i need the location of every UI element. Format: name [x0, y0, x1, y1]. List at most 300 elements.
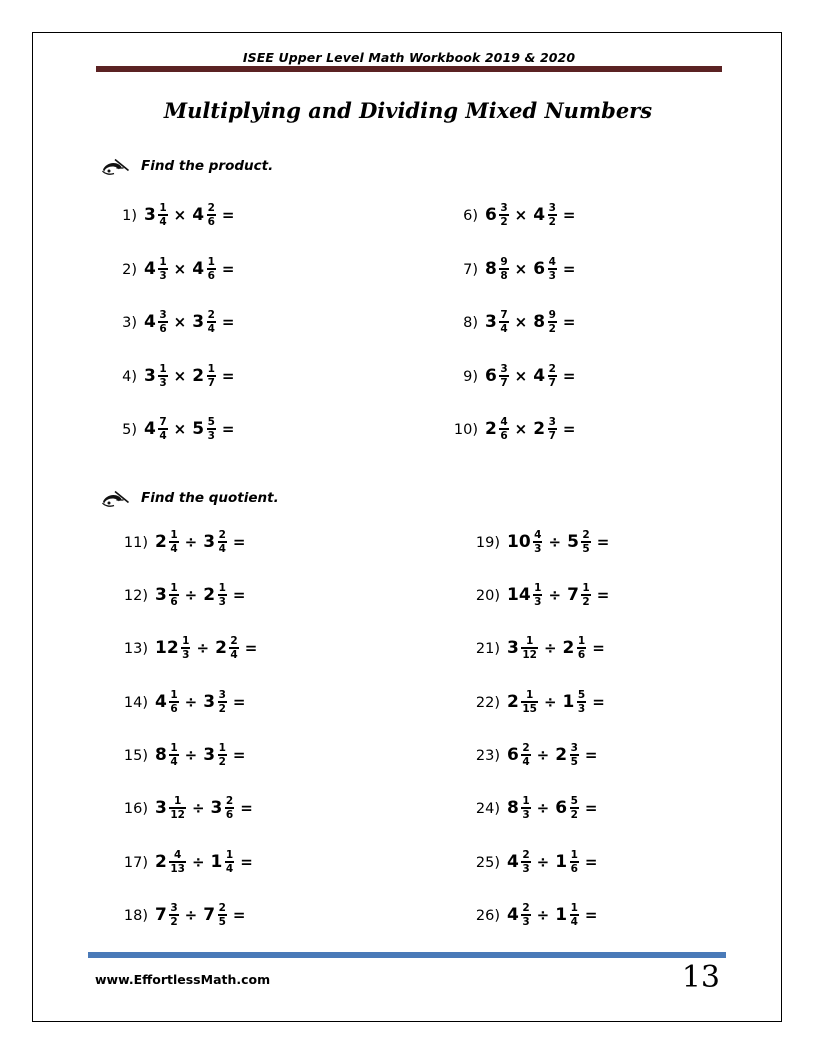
- problem-item: [118, 743, 245, 768]
- numerator: 1: [170, 528, 178, 541]
- mixed-number: [485, 257, 509, 282]
- mixed-number: [507, 636, 538, 661]
- problem-number: 12): [123, 587, 148, 604]
- numerator: 7: [159, 415, 167, 428]
- equals-sign: =: [232, 746, 246, 765]
- problem-expression: [155, 796, 253, 821]
- fraction: [169, 743, 178, 768]
- operator: ÷: [536, 906, 550, 925]
- fraction: [158, 364, 167, 389]
- problem-item: [452, 310, 575, 335]
- problem-number: 21): [475, 640, 500, 657]
- whole-part: 8: [533, 312, 546, 333]
- problem-number: 19): [475, 534, 500, 551]
- equals-sign: =: [584, 853, 598, 872]
- fraction: [207, 364, 216, 389]
- mixed-number: [507, 530, 542, 555]
- equals-sign: =: [232, 693, 246, 712]
- problem-number: 10): [453, 421, 478, 438]
- denominator: 3: [534, 595, 542, 608]
- problem-expression: [155, 903, 245, 928]
- mixed-number: [485, 310, 509, 335]
- denominator: 3: [548, 269, 556, 282]
- section-label-quotient: Find the quotient.: [141, 490, 279, 506]
- denominator: 7: [207, 376, 215, 389]
- numerator: 3: [548, 415, 556, 428]
- mixed-number: [192, 257, 216, 282]
- whole-part: 6: [485, 366, 497, 387]
- denominator: 3: [159, 376, 167, 389]
- problem-item: [118, 690, 245, 715]
- numerator: 5: [577, 688, 586, 701]
- problem-item: [470, 903, 597, 928]
- operator: ÷: [536, 799, 550, 818]
- denominator: 6: [170, 702, 178, 715]
- mixed-number: [155, 690, 179, 715]
- denominator: 2: [500, 215, 508, 228]
- whole-part: 2: [562, 638, 575, 659]
- whole-part: 4: [533, 366, 546, 387]
- numerator: 2: [582, 528, 590, 541]
- fraction: [521, 743, 530, 768]
- numerator: 3: [218, 688, 226, 701]
- whole-part: 10: [507, 532, 531, 553]
- problem-number: 17): [123, 854, 148, 871]
- numerator: 2: [218, 528, 226, 541]
- operator: ÷: [548, 533, 562, 552]
- fraction: [581, 583, 590, 608]
- section-label-product: Find the product.: [141, 158, 274, 174]
- denominator: 2: [570, 808, 578, 821]
- mixed-number: [533, 203, 557, 228]
- whole-part: 7: [567, 585, 579, 606]
- fraction: [218, 530, 227, 555]
- equals-sign: =: [240, 853, 253, 872]
- problem-number: 13): [123, 640, 148, 657]
- mixed-number: [507, 743, 531, 768]
- numerator: 3: [170, 901, 178, 914]
- section-heading-product: [100, 155, 273, 177]
- problem-item: [118, 796, 253, 821]
- mixed-number: [203, 530, 227, 555]
- page-number: 13: [681, 960, 720, 995]
- numerator: 2: [207, 201, 215, 214]
- whole-part: 3: [192, 312, 205, 333]
- whole-part: 8: [485, 259, 497, 280]
- equals-sign: =: [562, 367, 576, 386]
- mixed-number: [563, 636, 587, 661]
- fraction: [207, 257, 216, 282]
- mixed-number: [155, 796, 186, 821]
- problem-expression: [507, 690, 605, 715]
- problem-expression: [485, 310, 575, 335]
- whole-part: 6: [485, 205, 497, 226]
- fraction: [548, 203, 557, 228]
- denominator: 6: [207, 269, 215, 282]
- denominator: 4: [218, 542, 226, 555]
- mixed-number: [485, 203, 509, 228]
- whole-part: 2: [215, 638, 227, 659]
- equals-sign: =: [562, 313, 576, 332]
- mixed-number: [155, 530, 179, 555]
- equals-sign: =: [221, 420, 235, 439]
- numerator: 1: [207, 362, 215, 375]
- operator: ÷: [196, 639, 210, 658]
- denominator: 3: [522, 915, 530, 928]
- equals-sign: =: [240, 799, 253, 818]
- denominator: 3: [218, 595, 226, 608]
- whole-part: 1: [555, 905, 568, 926]
- denominator: 3: [182, 648, 190, 661]
- problem-expression: [507, 583, 609, 608]
- whole-part: 3: [144, 366, 156, 387]
- denominator: 3: [159, 269, 167, 282]
- header-rule: [96, 66, 722, 72]
- problem-number: 6): [463, 207, 478, 224]
- problem-number: 15): [123, 747, 148, 764]
- denominator: 7: [500, 376, 508, 389]
- problem-expression: [507, 903, 597, 928]
- denominator: 4: [522, 755, 530, 768]
- whole-part: 4: [533, 205, 546, 226]
- equals-sign: =: [584, 746, 598, 765]
- fraction: [181, 636, 190, 661]
- numerator: 1: [182, 634, 190, 647]
- fraction: [521, 796, 530, 821]
- whole-part: 3: [210, 798, 223, 819]
- problem-item: [113, 364, 234, 389]
- problem-number: 14): [123, 694, 148, 711]
- whole-part: 7: [203, 905, 216, 926]
- problem-expression: [507, 636, 605, 661]
- fraction: [499, 310, 508, 335]
- whole-part: 7: [155, 905, 167, 926]
- numerator: 1: [570, 848, 578, 861]
- mixed-number: [155, 583, 179, 608]
- equals-sign: =: [562, 420, 576, 439]
- problem-item: [452, 364, 575, 389]
- mixed-number: [192, 364, 216, 389]
- fraction: [229, 636, 238, 661]
- denominator: 3: [534, 542, 542, 555]
- problem-expression: [144, 417, 234, 442]
- numerator: 1: [207, 255, 215, 268]
- problem-number: 4): [122, 368, 137, 385]
- numerator: 4: [548, 255, 556, 268]
- whole-part: 2: [203, 585, 216, 606]
- numerator: 1: [522, 794, 530, 807]
- numerator: 1: [170, 741, 178, 754]
- denominator: 6: [170, 595, 178, 608]
- equals-sign: =: [592, 639, 605, 658]
- denominator: 13: [170, 862, 185, 875]
- problem-item: [470, 583, 609, 608]
- numerator: 9: [500, 255, 508, 268]
- operator: ÷: [543, 693, 557, 712]
- denominator: 4: [225, 862, 234, 875]
- fraction: [521, 903, 530, 928]
- operator: ÷: [191, 799, 205, 818]
- denominator: 2: [548, 322, 556, 335]
- numerator: 1: [534, 581, 542, 594]
- problem-number: 25): [475, 854, 500, 871]
- mixed-number: [555, 796, 579, 821]
- pen-icon: [100, 487, 130, 509]
- whole-part: 3: [155, 798, 167, 819]
- mixed-number: [203, 903, 227, 928]
- numerator: 1: [159, 255, 167, 268]
- mixed-number: [144, 257, 168, 282]
- mixed-number: [192, 417, 216, 442]
- numerator: 1: [526, 634, 534, 647]
- whole-part: 5: [192, 419, 205, 440]
- section-heading-quotient: [100, 487, 279, 509]
- fraction: [158, 203, 167, 228]
- mixed-number: [507, 903, 531, 928]
- whole-part: 2: [507, 692, 519, 713]
- problem-item: [118, 636, 257, 661]
- numerator: 2: [207, 308, 215, 321]
- equals-sign: =: [221, 367, 235, 386]
- problem-number: 9): [463, 368, 478, 385]
- denominator: 6: [225, 808, 234, 821]
- problem-item: [452, 257, 575, 282]
- fraction: [499, 257, 508, 282]
- operator: ×: [173, 420, 187, 439]
- numerator: 3: [570, 741, 578, 754]
- operator: ×: [514, 206, 528, 225]
- fraction: [207, 417, 216, 442]
- denominator: 7: [548, 429, 556, 442]
- operator: ÷: [536, 853, 550, 872]
- problem-item: [113, 203, 234, 228]
- mixed-number: [485, 417, 509, 442]
- problem-expression: [507, 530, 609, 555]
- mixed-number: [155, 850, 186, 875]
- whole-part: 3: [203, 745, 216, 766]
- whole-part: 14: [507, 585, 531, 606]
- whole-part: 12: [155, 638, 179, 659]
- fraction: [499, 203, 508, 228]
- mixed-number: [155, 636, 190, 661]
- problem-number: 1): [122, 207, 137, 224]
- numerator: 4: [500, 415, 508, 428]
- problem-expression: [507, 796, 597, 821]
- numerator: 2: [522, 901, 530, 914]
- pen-icon: [100, 155, 130, 177]
- problem-expression: [155, 690, 245, 715]
- denominator: 6: [207, 215, 215, 228]
- denominator: 4: [207, 322, 215, 335]
- fraction: [581, 530, 590, 555]
- problem-item: [118, 903, 245, 928]
- equals-sign: =: [562, 260, 576, 279]
- mixed-number: [203, 583, 227, 608]
- operator: ×: [173, 206, 187, 225]
- whole-part: 3: [203, 532, 216, 553]
- numerator: 1: [526, 688, 534, 701]
- operator: ×: [514, 420, 528, 439]
- equals-sign: =: [584, 906, 598, 925]
- mixed-number: [555, 850, 579, 875]
- mixed-number: [533, 257, 557, 282]
- numerator: 9: [548, 308, 556, 321]
- problem-expression: [507, 850, 597, 875]
- problem-item: [118, 850, 253, 875]
- whole-part: 2: [192, 366, 205, 387]
- denominator: 8: [500, 269, 508, 282]
- operator: ×: [173, 367, 187, 386]
- fraction: [521, 850, 530, 875]
- mixed-number: [155, 903, 179, 928]
- whole-part: 1: [210, 852, 223, 873]
- denominator: 12: [170, 808, 185, 821]
- numerator: 3: [500, 362, 508, 375]
- numerator: 1: [170, 581, 178, 594]
- problem-item: [118, 530, 245, 555]
- numerator: 1: [174, 794, 182, 807]
- problem-number: 18): [123, 907, 148, 924]
- whole-part: 5: [567, 532, 579, 553]
- equals-sign: =: [584, 799, 598, 818]
- footer-website: www.EffortlessMath.com: [95, 972, 271, 987]
- operator: ÷: [184, 533, 198, 552]
- problem-expression: [144, 257, 234, 282]
- problem-item: [470, 796, 597, 821]
- problem-number: 24): [475, 800, 500, 817]
- operator: ×: [173, 313, 187, 332]
- denominator: 6: [570, 862, 578, 875]
- numerator: 1: [218, 581, 226, 594]
- denominator: 4: [230, 648, 238, 661]
- mixed-number: [485, 364, 509, 389]
- problem-number: 26): [475, 907, 500, 924]
- whole-part: 4: [192, 259, 205, 280]
- mixed-number: [567, 583, 591, 608]
- denominator: 12: [522, 648, 537, 661]
- numerator: 5: [207, 415, 215, 428]
- fraction: [169, 850, 186, 875]
- whole-part: 2: [533, 419, 546, 440]
- fraction: [169, 583, 178, 608]
- operator: ×: [514, 367, 528, 386]
- fraction: [499, 364, 508, 389]
- numerator: 3: [159, 308, 167, 321]
- fraction: [169, 530, 178, 555]
- denominator: 2: [170, 915, 178, 928]
- fraction: [158, 417, 167, 442]
- mixed-number: [563, 690, 587, 715]
- fraction: [533, 583, 542, 608]
- whole-part: 4: [144, 259, 156, 280]
- fraction: [570, 850, 579, 875]
- denominator: 6: [159, 322, 167, 335]
- numerator: 2: [230, 634, 238, 647]
- problem-number: 23): [475, 747, 500, 764]
- fraction: [218, 903, 227, 928]
- fraction: [218, 690, 227, 715]
- whole-part: 4: [507, 852, 519, 873]
- numerator: 1: [159, 362, 167, 375]
- problem-expression: [144, 203, 234, 228]
- equals-sign: =: [221, 206, 235, 225]
- denominator: 3: [522, 862, 530, 875]
- problem-expression: [144, 364, 234, 389]
- numerator: 3: [548, 201, 556, 214]
- mixed-number: [507, 690, 538, 715]
- denominator: 4: [500, 322, 508, 335]
- numerator: 2: [225, 794, 234, 807]
- mixed-number: [203, 743, 227, 768]
- equals-sign: =: [596, 533, 610, 552]
- problem-number: 5): [122, 421, 137, 438]
- whole-part: 6: [555, 798, 568, 819]
- numerator: 2: [522, 848, 530, 861]
- fraction: [499, 417, 508, 442]
- mixed-number: [144, 310, 168, 335]
- fraction: [207, 310, 216, 335]
- denominator: 4: [570, 915, 578, 928]
- problem-item: [470, 850, 597, 875]
- mixed-number: [507, 796, 531, 821]
- numerator: 4: [174, 848, 182, 861]
- equals-sign: =: [562, 206, 576, 225]
- whole-part: 3: [203, 692, 216, 713]
- problem-number: 16): [123, 800, 148, 817]
- operator: ÷: [536, 746, 550, 765]
- denominator: 7: [548, 376, 556, 389]
- operator: ÷: [548, 586, 562, 605]
- whole-part: 2: [155, 852, 167, 873]
- equals-sign: =: [232, 586, 246, 605]
- whole-part: 4: [144, 419, 156, 440]
- denominator: 3: [577, 702, 586, 715]
- fraction: [577, 690, 586, 715]
- fraction: [218, 743, 227, 768]
- mixed-number: [192, 203, 216, 228]
- whole-part: 3: [155, 585, 167, 606]
- problem-item: [452, 203, 575, 228]
- denominator: 3: [207, 429, 215, 442]
- denominator: 15: [522, 702, 537, 715]
- equals-sign: =: [244, 639, 258, 658]
- problem-number: 8): [463, 314, 478, 331]
- fraction: [521, 636, 538, 661]
- whole-part: 2: [155, 532, 167, 553]
- problem-expression: [485, 257, 575, 282]
- denominator: 2: [582, 595, 590, 608]
- denominator: 5: [582, 542, 590, 555]
- problem-item: [113, 417, 234, 442]
- mixed-number: [192, 310, 216, 335]
- numerator: 4: [534, 528, 542, 541]
- mixed-number: [555, 903, 579, 928]
- fraction: [570, 903, 579, 928]
- footer-rule: [88, 952, 726, 958]
- operator: ×: [514, 260, 528, 279]
- equals-sign: =: [221, 260, 235, 279]
- denominator: 2: [218, 702, 226, 715]
- mixed-number: [533, 364, 557, 389]
- denominator: 5: [218, 915, 226, 928]
- mixed-number: [555, 743, 579, 768]
- numerator: 2: [522, 741, 530, 754]
- denominator: 6: [500, 429, 508, 442]
- numerator: 1: [159, 201, 167, 214]
- operator: ×: [514, 313, 528, 332]
- numerator: 1: [225, 848, 234, 861]
- mixed-number: [567, 530, 591, 555]
